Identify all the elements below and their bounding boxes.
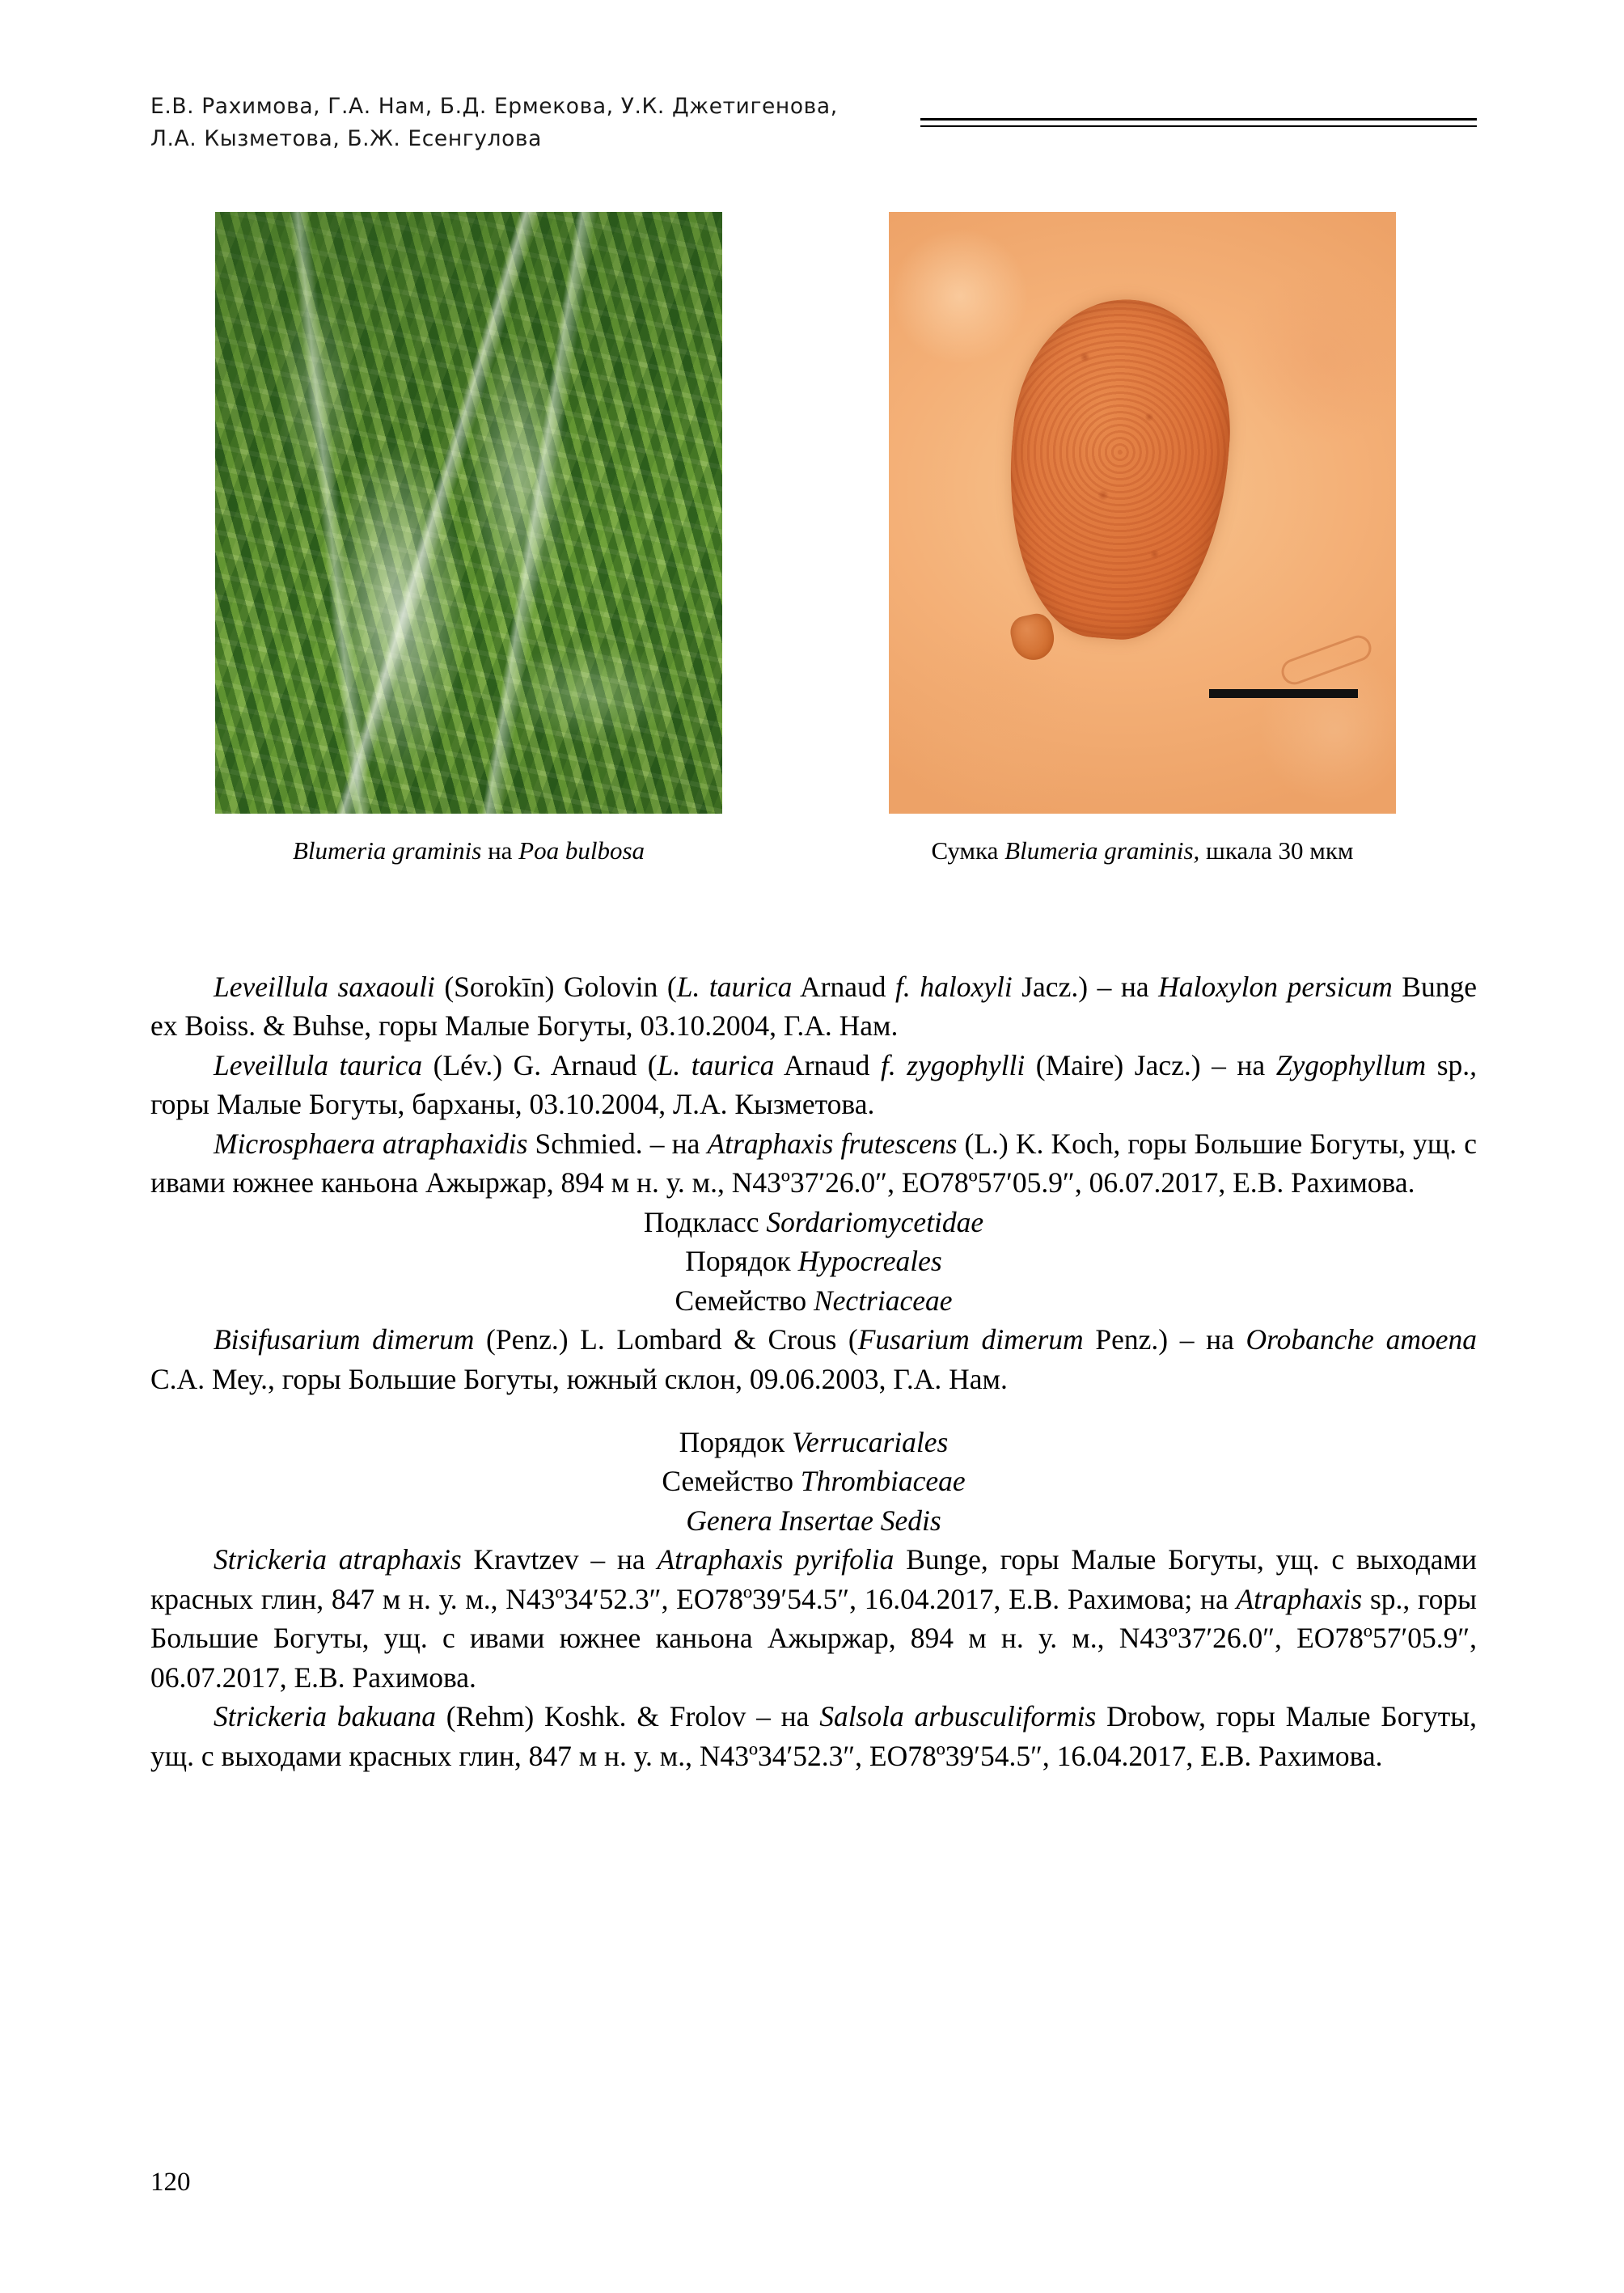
blumeria-ascus-micrograph xyxy=(889,212,1396,814)
caption-connector: на xyxy=(481,836,519,865)
figure-row xyxy=(215,212,1428,868)
taxon-name-3: Microsphaera atraphaxidis xyxy=(214,1127,528,1160)
body-text xyxy=(150,967,1477,1775)
heading-family-nectriaceae xyxy=(150,1281,1477,1320)
heading-family-1-taxon: Nectriaceae xyxy=(814,1284,953,1317)
running-head-authors: Е.В. Рахимова, Г.А. Нам, Б.Д. Ермекова, У.К. Джетигенова, Л.А. Кызметова, Б.Ж. Есенгулова xyxy=(150,94,838,152)
heading-family-2-taxon: Thrombiaceae xyxy=(800,1465,966,1498)
figure-right-caption xyxy=(889,835,1396,868)
heading-genera-insertae-sedis xyxy=(150,1501,1477,1540)
taxon-name-5: Strickeria atraphaxis xyxy=(214,1543,462,1576)
running-head-double-rule xyxy=(920,118,1477,127)
heading-family-1-label: Семейство xyxy=(675,1284,807,1317)
caption-taxon-blumeria: Blumeria graminis xyxy=(292,836,482,865)
species-entry-leveillula-taurica: Leveillula taurica (Lév.) G. Arnaud (L. taurica Arnaud f. zygophylli (Maire) Jacz.) – на Zygophyllum sp., горы Малые Богуты, барханы, 03.10.2004, Л.А. Кызметова. xyxy=(150,1048,1478,1121)
heading-order-2-taxon: Verrucariales xyxy=(792,1425,949,1458)
forma-1: f. haloxyli xyxy=(895,971,1013,1003)
heading-family-2-label: Семейство xyxy=(662,1465,793,1498)
synonym-4: Fusarium dimerum xyxy=(857,1323,1084,1356)
figure-left xyxy=(215,212,722,868)
host-2: Zygophyllum xyxy=(1275,1048,1427,1081)
species-entry-strickeria-bakuana: Strickeria bakuana (Rehm) Koshk. & Frolov – на Salsola arbusculiformis Drobow, горы Малые Богуты, ущ. с выходами красных глин, 847 м н. у. м., N43º34′52.3″, EO78º39′54.5″, 16.04.2017, Е.В. Рахимова. xyxy=(150,1700,1477,1772)
species-entry-microsphaera-atraphaxidis: Microsphaera atraphaxidis Schmied. – на Atraphaxis frutescens (L.) K. Koch, горы Большие Богуты, ущ. с ивами южнее каньона Ажыржар, 894 м н. у. м., N43º37′26.0″, EO78º57′05.9″, 06.07.2017, Е.В. Рахимова. xyxy=(150,1127,1477,1199)
taxon-name-2: Leveillula taurica xyxy=(214,1048,423,1081)
heading-order-2-label: Порядок xyxy=(679,1425,785,1458)
host-5a: Atraphaxis pyrifolia xyxy=(657,1543,894,1576)
caption-prefix-sumka: Сумка xyxy=(931,836,1005,865)
heading-order-1-label: Порядок xyxy=(685,1245,791,1278)
blumeria-on-poa-photo xyxy=(215,212,722,814)
heading-order-1-taxon: Hypocreales xyxy=(797,1245,942,1278)
species-entry-bisifusarium-dimerum: Bisifusarium dimerum (Penz.) L. Lombard & Crous (Fusarium dimerum Penz.) – на Orobanche amoena C.A. Меу., горы Большие Богуты, южный склон, 09.06.2003, Г.А. Нам. xyxy=(150,1323,1477,1395)
host-3: Atraphaxis frutescens xyxy=(707,1127,958,1160)
forma-2: f. zygophylli xyxy=(880,1048,1026,1081)
page-number: 120 xyxy=(150,2168,191,2197)
heading-subclass-taxon: Sordariomycetidae xyxy=(766,1205,984,1238)
heading-order-hypocreales xyxy=(150,1242,1477,1280)
synonym-1: L. taurica xyxy=(676,971,793,1003)
heading-subclass-label: Подкласс xyxy=(643,1205,759,1238)
synonym-2: L. taurica xyxy=(657,1048,775,1081)
heading-family-thrombiaceae xyxy=(150,1462,1477,1500)
caption-taxon-poa: Poa bulbosa xyxy=(518,836,645,865)
species-entry-strickeria-atraphaxis: Strickeria atraphaxis Kravtzev – на Atraphaxis pyrifolia Bunge, горы Малые Богуты, ущ. с выходами красных глин, 847 м н. у. м., N43º34′52.3″, EO78º39′54.5″, 16.04.2017, Е.В. Рахимова; на Atraphaxis sp., горы Большие Богуты, ущ. с ивами южнее каньона Ажыржар, 894 м н. у. м., N43º37′26.0″, EO78º57′05.9″, 06.07.2017, Е.В. Рахимова. xyxy=(150,1543,1478,1694)
caption-scale-text: шкала 30 мкм xyxy=(1199,836,1354,865)
figure-left-caption xyxy=(215,835,722,868)
species-entry-leveillula-saxaouli: Leveillula saxaouli (Sorokīn) Golovin (L. taurica Arnaud f. haloxyli Jacz.) – на Haloxylon persicum Bunge ex Boiss. & Buhse, горы Малые Богуты, 03.10.2004, Г.А. Нам. xyxy=(150,971,1477,1043)
taxon-name-4: Bisifusarium dimerum xyxy=(214,1323,475,1356)
taxon-name-6: Strickeria bakuana xyxy=(214,1700,437,1733)
heading-order-verrucariales xyxy=(150,1423,1477,1462)
running-head xyxy=(150,91,1477,156)
host-4: Orobanche amoena xyxy=(1245,1323,1477,1356)
caption-taxon-blumeria-2: Blumeria graminis, xyxy=(1004,836,1200,865)
host-5b: Atraphaxis xyxy=(1236,1582,1363,1615)
host-1: Haloxylon persicum xyxy=(1158,971,1393,1003)
figure-right xyxy=(889,212,1396,868)
host-6: Salsola arbusculiformis xyxy=(819,1700,1097,1733)
taxon-name-1: Leveillula saxaouli xyxy=(214,971,435,1003)
scale-bar xyxy=(1209,689,1358,698)
heading-genera-taxon: Genera Insertae Sedis xyxy=(686,1504,941,1537)
heading-subclass xyxy=(150,1203,1477,1242)
